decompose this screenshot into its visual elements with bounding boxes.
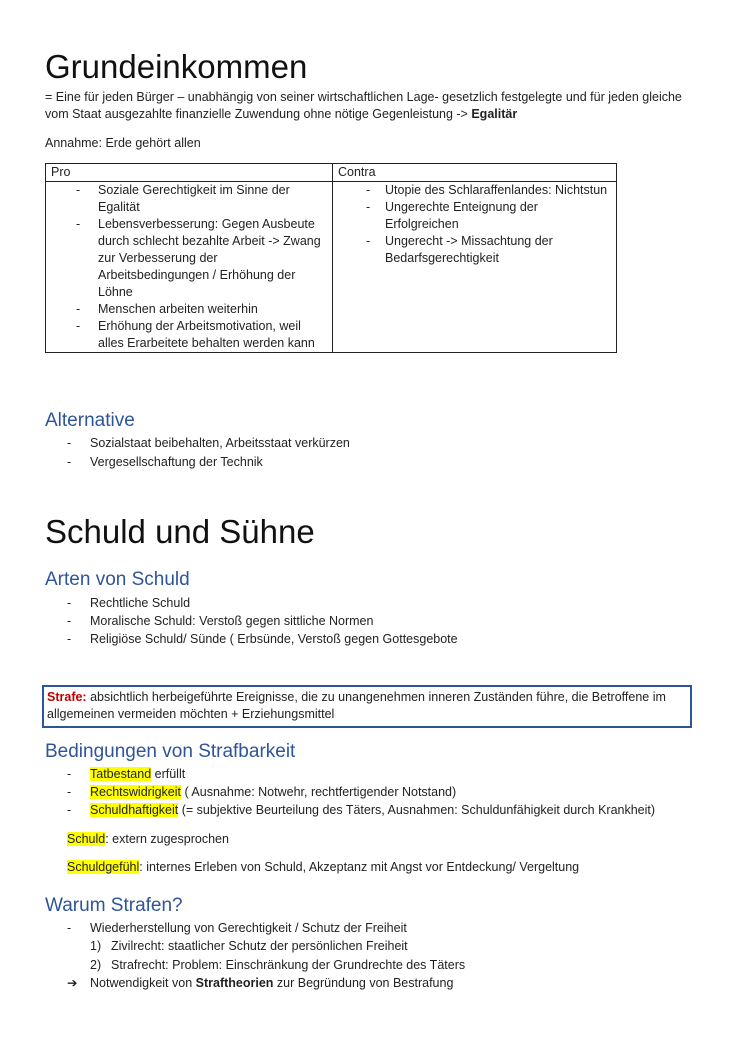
heading-schuld-und-suehne: Schuld und Sühne — [45, 513, 315, 550]
list-item: - Rechtliche Schuld — [67, 596, 191, 610]
contra-item: - Utopie des Schlaraffenlandes: Nichtstun — [366, 183, 608, 197]
conclusion-list — [45, 975, 705, 992]
schuldgefuehl-line: Schuldgefühl: internes Erleben von Schuld, Akzeptanz mit Angst vor Entdeckung/ Vergeltung — [67, 860, 580, 874]
pro-item: - Erhöhung der Arbeitsmotivation, weil alles Erarbeitete behalten werden kann — [76, 319, 315, 350]
bedingungen-list — [45, 766, 725, 819]
definition-paragraph — [45, 89, 705, 123]
list-item: - Tatbestand erfüllt — [67, 767, 186, 781]
alternative-list — [45, 435, 705, 471]
definition-egalitaer: Egalitär — [471, 107, 518, 121]
warum-sublist — [45, 938, 705, 974]
pro-contra-table — [45, 163, 617, 353]
list-item: - Schuldhaftigkeit (= subjektive Beurteilung des Täters, Ausnahmen: Schuldunfähigkeit durch Krankheit) — [67, 803, 656, 817]
heading-warum-strafen: Warum Strafen? — [45, 895, 183, 916]
list-item: - Moralische Schuld: Verstoß gegen sittliche Normen — [67, 614, 374, 628]
arten-list — [45, 595, 705, 648]
list-item: - Rechtswidrigkeit ( Ausnahme: Notwehr, rechtfertigender Notstand) — [67, 785, 457, 799]
numbered-item: 2) Strafrecht: Problem: Einschränkung der Grundrechte des Täters — [90, 958, 466, 972]
arrow-icon: ➔ — [67, 976, 78, 990]
numbered-item: 1) Zivilrecht: staatlicher Schutz der persönlichen Freiheit — [90, 939, 408, 953]
heading-alternative: Alternative — [45, 410, 135, 431]
contra-header: Contra — [333, 164, 617, 182]
list-item: - Wiederherstellung von Gerechtigkeit / Schutz der Freiheit — [67, 921, 407, 935]
conclusion-item: ➔ Notwendigkeit von Straftheorien zur Begründung von Bestrafung — [67, 976, 454, 990]
strafe-definition-box — [42, 685, 692, 728]
strafe-label: Strafe: — [47, 690, 87, 704]
list-item: - Religiöse Schuld/ Sünde ( Erbsünde, Verstoß gegen Gottesgebote — [67, 632, 458, 646]
list-item: - Vergesellschaftung der Technik — [67, 455, 263, 469]
warum-list — [45, 920, 705, 937]
assumption-text: Annahme: Erde gehört allen — [45, 136, 201, 150]
list-item: - Sozialstaat beibehalten, Arbeitsstaat verkürzen — [67, 436, 350, 450]
pro-item: - Menschen arbeiten weiterhin — [76, 302, 258, 316]
contra-item: - Ungerechte Enteignung der Erfolgreichen — [366, 200, 538, 231]
heading-arten-von-schuld: Arten von Schuld — [45, 569, 190, 590]
schuld-line: Schuld: extern zugesprochen — [67, 832, 229, 846]
heading-bedingungen: Bedingungen von Strafbarkeit — [45, 741, 296, 762]
strafe-text: absichtlich herbeigeführte Ereignisse, die zu unangenehmen inneren Zuständen führe, die Betroffene im allgemeinen vermeiden möchten + Erziehungsmittel — [47, 690, 666, 721]
pro-item: - Soziale Gerechtigkeit im Sinne der Egalität — [76, 183, 290, 214]
definition-text: = Eine für jeden Bürger – unabhängig von seiner wirtschaftlichen Lage- gesetzlich festgelegte und für jeden gleiche vom Staat ausgezahlte finanzielle Zuwendung ohne nötige Gegenleistung -> — [45, 90, 682, 121]
pro-item: - Lebensverbesserung: Gegen Ausbeute durch schlecht bezahlte Arbeit -> Zwang zur Verbesserung der Arbeitsbedingungen / Erhöhung der Löhne — [76, 217, 321, 299]
heading-grundeinkommen: Grundeinkommen — [45, 48, 308, 85]
pro-header: Pro — [46, 164, 333, 182]
contra-item: - Ungerecht -> Missachtung der Bedarfsgerechtigkeit — [366, 234, 553, 265]
